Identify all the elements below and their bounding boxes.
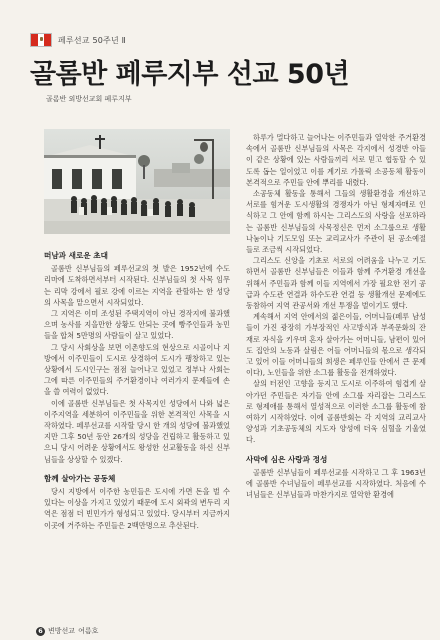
paragraph: 소공동체 활동을 통해서 그들의 생활환경을 개선하고 서로를 힘겨운 도시생활의 경쟁자가 아닌 형제자매로 인식하고 그 안에 함께 하시는 그리스도의 사랑을 선포하라는 골롬반 신부님들의 사목정신은 먼저 소그룹으로 생활나눔이나 기도모임 또는 교리교사가 주관이 된 공소예절들로 조금씩 시작되었다.: [246, 189, 426, 255]
photo-illustration: [44, 129, 230, 234]
church-crowd-photo: [44, 129, 230, 234]
paragraph: 그 지역은 이미 조성된 주택지역이 아닌 경작지에 불과했으며 농사를 지을만한 상황도 안되는 곳에 빵주인들과 농민들을 합쳐 5만명의 사람들이 살고 있었다.: [44, 309, 230, 341]
right-column: [246, 132, 426, 501]
article-title: 골롬반 페루지부 선교 50년: [30, 59, 350, 90]
paragraph: 살의 터전인 고향을 등지고 도시로 이주하여 힘겹게 살아가던 주민들은 자기들 안에 소그룹 자리잡는 그리스도로 형제애를 통해서 열성적으로 이러한 소그룹 활동에 참여하기 시작하였다. 이에 골롬반회는 각 지역의 교리교사 양성과 기초공동체의 지도자 양성에 더욱 심혈을 기울였다.: [246, 379, 426, 445]
section-heading: 떠남과 새로운 초대: [44, 251, 108, 260]
issue-label: 여름호: [78, 627, 99, 635]
section-heading: 함께 살아가는 공동체: [44, 473, 116, 483]
section-header: [30, 33, 126, 47]
paragraph: 그리스도 신앙을 기초로 서로의 어려움을 나누고 기도하면서 골롬반 신부님들은 이들과 함께 주거환경 개선을 위해서 주민들과 함께 이들 지역에서 가장 필요한 전기 공급과 수도관 연결과 하수도관 연결 등 생활개선 문제에도 동참하여 지역 관공서와 개선 투쟁을 벌이기도 했다.: [246, 256, 426, 311]
paragraph: 당시 지방에서 이주한 농민들은 도시에 가면 돈을 벌 수 있다는 이상을 가지고 있었기 때문에 도시 외곽의 변두리 지역은 점점 더 빈민가가 형성되고 있었다. 당시부터 지금까지 이곳에 거주하는 주민들은 2백만명으로 추산된다.: [44, 487, 230, 530]
paragraph: 골롬반 신부님들이 페루선교를 시작하고 그 후 1963년에 골롬반 수녀님들이 페루선교를 시작하였다. 처음에 수녀님들은 신부님들과 마찬가지로 열악한 환경에: [246, 467, 426, 500]
paragraph: 계속해서 지역 안에서의 젊은이들, 어머니들(페루 남성들이 가진 광장히 가부장적인 사고방식과 부족문화의 잔재로 자식을 키우며 혼자 살아가는 어머니들, 남편이 있어도 집안의 노동과 살림은 어들 어머니들의 몫으로 생각되고 있어 이들 어머니들의 희생은 페루인들 안에서 큰 문제이다), 노인들을 위한 소그룹 활동을 전개하였다.: [246, 312, 426, 378]
paragraph: 이에 골롬반 신부님들은 첫 사목지인 성당에서 나와 넓은 이주지역을 세분하여 이주민들을 위한 본격적인 사목을 시작하였다. 페루선교를 시작할 당시 한 개의 성당에 불과했었지만 그후 50년 동안 26개의 성당을 건립하고 활동하고 있으니 당시 어려운 상황에서도 왕성한 선교활동을 하신 신부님들을 상상할 수 있겠다.: [44, 398, 230, 464]
paragraph: 하루가 멀다하고 늘어나는 이주민들과 열악한 주거환경 속에서 골롬반 신부님들의 사목은 각지에서 성경반 아들이 같은 상황에 있는 사람들끼리 서로 믿고 협동할 수 있도록 돕는 일이었고 이를 계기로 가톨릭 소공동체 활동이 본격적으로 주민들 안에 뿌리를 내렸다.: [246, 133, 426, 187]
left-column: [44, 250, 230, 531]
article-byline: 골롬반 외방선교회 페루지부: [46, 95, 132, 103]
section-heading: 사막에 심은 사랑과 정성: [246, 454, 328, 464]
peru-flag-icon: [30, 33, 52, 47]
page-footer: [36, 626, 98, 636]
page-number: 6: [36, 627, 45, 636]
paragraph: 그 당시 사회상을 보면 이촌향도의 현상으로 시골이나 지방에서 이주민들이 도시로 상경하여 도시가 팽창하고 있는 상황에서 도시인구는 점점 늘어나고 있었고 정부나 사회는 그에 따른 이주민들의 주거환경이나 여러가지 문제들에 손을 쓸 여력이 없었다.: [44, 342, 230, 397]
magazine-name: 변방선교: [48, 627, 76, 635]
series-label: 페루선교 50주년 Ⅱ: [58, 35, 126, 45]
paragraph: 골롬반 신부님들의 페루선교의 첫 발은 1952년에 수도 리마에 도착하면서부터 시작된다. 신부님들의 첫 사목 임무는 리막 강에서 필로 강에 이르는 지역을 관할하는 한 성당의 사목을 맡으면서 시작되었다.: [44, 264, 230, 307]
